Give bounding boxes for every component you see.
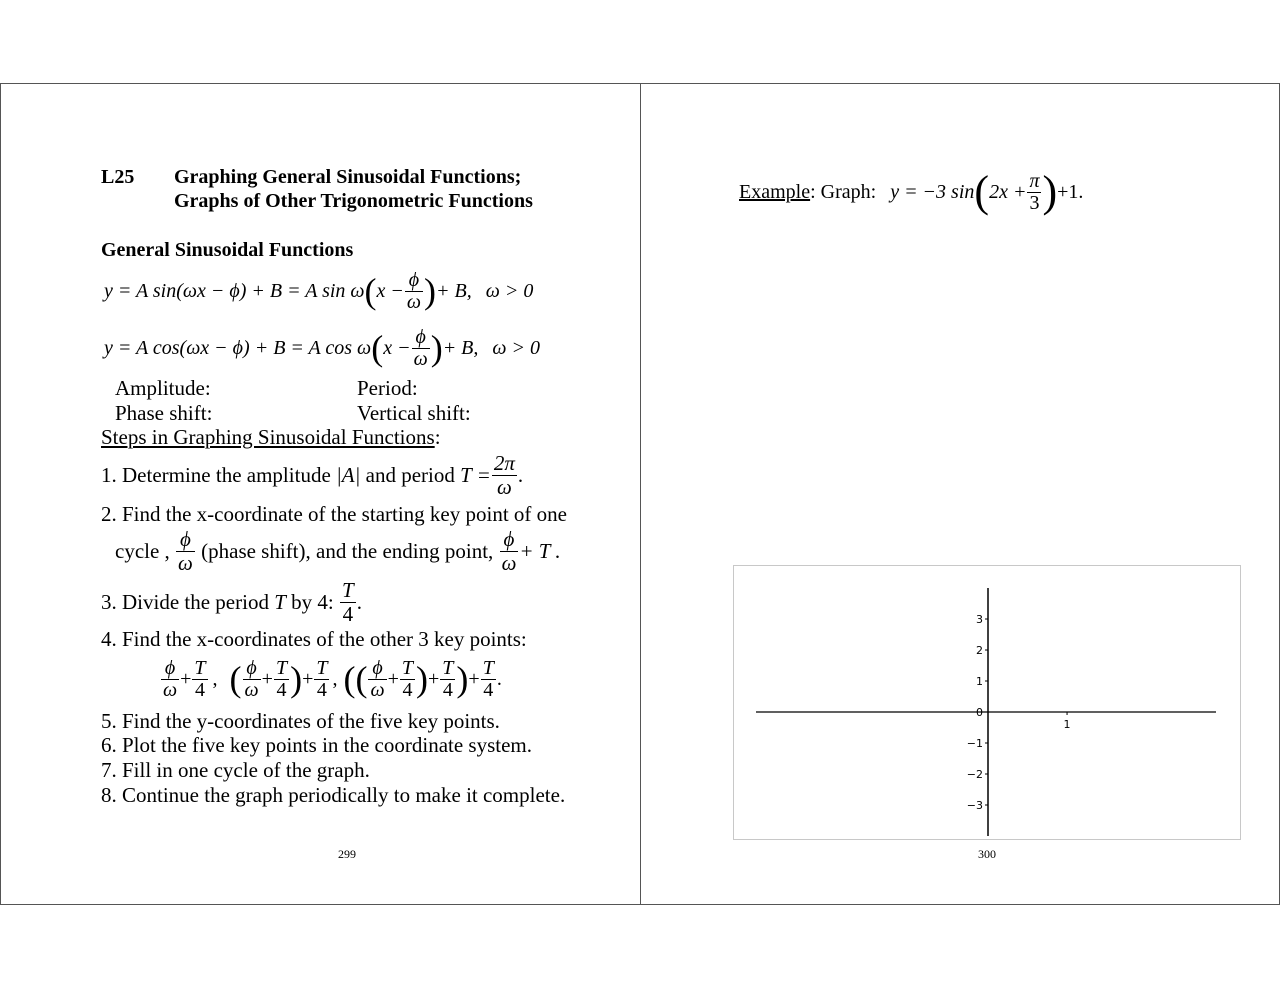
y-tick-label: 2	[976, 644, 983, 657]
step-1	[101, 449, 523, 501]
kp3-four-b: 4	[442, 678, 453, 701]
step-1-end: .	[517, 462, 524, 487]
example-equation	[739, 164, 1083, 220]
formula-cos-inner: x −	[383, 336, 411, 359]
steps-heading-text: Steps in Graphing Sinusoidal Functions	[101, 425, 435, 449]
formula-cos-rhs: + B,	[442, 336, 479, 359]
step-3-frac-den: 4	[342, 601, 354, 626]
step-2-phase-text: (phase shift), and the ending point,	[201, 538, 494, 563]
kp3-close-paren-outer: )	[456, 659, 469, 699]
formula-cos-fraction	[412, 327, 430, 370]
kp3-phi-omega	[368, 658, 386, 701]
kp3-close-paren-inner: )	[416, 659, 428, 699]
step-3-frac-num: T	[342, 578, 354, 603]
kp1-phi-omega	[161, 658, 179, 701]
kp2-comma: ,	[332, 667, 338, 690]
step-8: 8. Continue the graph periodically to make it complete.	[101, 783, 566, 807]
step-1-text: 1. Determine the amplitude	[101, 462, 331, 487]
equation-close-paren: )	[1042, 167, 1058, 216]
kp2-phi: ϕ	[243, 658, 261, 680]
step-1-frac-num: 2π	[493, 451, 515, 476]
kp3-t-b: T	[442, 656, 454, 679]
kp3-t-four-b	[440, 658, 455, 701]
step-3-by: by 4:	[291, 589, 334, 614]
formula-sin-close-paren: )	[424, 271, 437, 311]
step-1-mid: and period	[365, 462, 455, 487]
y-tick-label: 0	[976, 706, 983, 719]
page-number-right: 300	[978, 847, 996, 861]
equation-fraction	[1027, 171, 1041, 214]
kp3-four-c: 4	[483, 678, 494, 701]
kp2-four-b: 4	[316, 678, 327, 701]
formula-sin-inner: x −	[376, 279, 404, 302]
kp2-plus-a: +	[261, 667, 273, 690]
kp3-period-end: .	[496, 667, 502, 690]
kp3-omega: ω	[370, 678, 385, 701]
step-2-line2	[115, 525, 561, 577]
lesson-title-line2: Graphs of Other Trigonometric Functions	[174, 190, 533, 212]
step-2-plus-t: + T .	[519, 538, 561, 563]
formula-sin-fraction	[405, 270, 423, 313]
amplitude-label: Amplitude:	[115, 376, 211, 400]
kp3-phi: ϕ	[368, 658, 386, 680]
kp2-t-a: T	[275, 656, 288, 679]
step-4-text: 4. Find the x-coordinates of the other 3 key points:	[101, 627, 527, 651]
coordinate-graph	[733, 565, 1241, 840]
kp1-comma: ,	[212, 667, 218, 690]
x-tick-label: 1	[1063, 718, 1071, 731]
equation-open-paren: (	[974, 167, 990, 216]
kp1-phi: ϕ	[161, 658, 179, 680]
kp3-t-four-a	[400, 658, 415, 701]
graph-label: : Graph:	[810, 180, 877, 203]
kp1-omega: ω	[163, 678, 178, 701]
formula-sin-open-paren: (	[364, 271, 377, 311]
kp2-omega: ω	[244, 678, 259, 701]
kp1-t: T	[194, 656, 206, 679]
equation-frac-num: π	[1029, 169, 1040, 192]
y-tick-label: −3	[966, 799, 983, 812]
step-7: 7. Fill in one cycle of the graph.	[101, 758, 370, 782]
step-2-frac-a-num: ϕ	[176, 528, 195, 551]
lesson-number: L25	[101, 166, 135, 188]
page-number-left: 299	[338, 847, 356, 861]
equation-frac-den: 3	[1029, 191, 1040, 214]
period-label: Period:	[357, 376, 418, 400]
formula-sin-lhs: y = A sin(ωx − ϕ) + B = A sin ω	[104, 279, 365, 302]
formula-cos	[104, 321, 540, 375]
kp2-open-paren: (	[229, 659, 242, 699]
kp3-t-four-c	[481, 658, 496, 701]
kp2-plus-b: +	[302, 667, 314, 690]
formula-cos-frac-num: ϕ	[412, 327, 430, 349]
steps-heading	[101, 425, 441, 450]
kp2-t-four-b	[314, 658, 329, 701]
equation-lhs: y = −3 sin	[890, 180, 975, 203]
step-2-cycle: cycle ,	[115, 538, 170, 563]
kp3-plus-b: +	[428, 667, 440, 690]
kp2-phi-omega	[243, 658, 261, 701]
step-2-frac-b-den: ω	[501, 550, 517, 575]
equation-rhs: +1.	[1057, 180, 1084, 203]
kp3-open-paren-inner: (	[355, 659, 368, 699]
step-2-phase-fraction	[176, 528, 195, 573]
coordinate-axes-svg	[734, 566, 1240, 839]
kp1-t-four	[192, 658, 207, 701]
kp1-plus: +	[180, 667, 192, 690]
step-6: 6. Plot the five key points in the coordinate system.	[101, 733, 533, 757]
y-tick-label: 1	[976, 675, 983, 688]
step-3-text: 3. Divide the period	[101, 589, 269, 614]
step-5: 5. Find the y-coordinates of the five key points.	[101, 709, 500, 733]
formula-sin-rhs: + B,	[436, 279, 472, 302]
y-tick-label: −1	[966, 737, 983, 750]
section-heading: General Sinusoidal Functions	[101, 239, 354, 261]
formula-cos-condition: ω > 0	[492, 336, 541, 359]
kp3-open-paren-outer: (	[343, 659, 356, 699]
step-3-fraction	[340, 579, 356, 624]
formula-cos-frac-den: ω	[413, 347, 428, 370]
step-3	[101, 576, 362, 628]
step-4-keypoints	[160, 651, 502, 707]
formula-sin-frac-num: ϕ	[405, 270, 423, 292]
example-label: Example	[739, 180, 811, 203]
lesson-title-line1: Graphing General Sinusoidal Functions;	[174, 166, 522, 188]
formula-sin	[104, 264, 533, 318]
step-3-end: .	[356, 589, 362, 614]
formula-sin-frac-den: ω	[406, 290, 422, 313]
kp2-close-paren: )	[290, 659, 303, 699]
formula-cos-close-paren: )	[430, 328, 443, 368]
step-2-frac-b-num: ϕ	[500, 528, 519, 551]
step-3-t: T	[274, 589, 286, 614]
kp3-four-a: 4	[402, 678, 413, 701]
y-tick-label: −2	[966, 768, 983, 781]
y-tick-label: 3	[976, 613, 983, 626]
formula-cos-lhs: y = A cos(ωx − ϕ) + B = A cos ω	[104, 336, 372, 359]
kp3-plus-a: +	[387, 667, 399, 690]
step-1-period-fraction	[492, 452, 517, 497]
kp3-plus-c: +	[468, 667, 480, 690]
vertical-shift-label: Vertical shift:	[357, 401, 471, 425]
kp2-four-a: 4	[276, 678, 287, 701]
steps-heading-colon: :	[434, 425, 441, 449]
step-2-end-fraction	[500, 528, 519, 573]
kp3-t-a: T	[401, 656, 413, 679]
phase-shift-label: Phase shift:	[115, 401, 213, 425]
kp2-t-four-a	[274, 658, 289, 701]
step-2-line1: 2. Find the x-coordinate of the starting key point of one	[101, 502, 567, 526]
step-1-abs-a: |A|	[336, 462, 361, 487]
step-1-t-eq: T =	[460, 462, 491, 487]
equation-inner: 2x +	[989, 180, 1027, 203]
formula-cos-open-paren: (	[371, 328, 384, 368]
kp2-t-b: T	[316, 656, 328, 679]
formula-sin-condition: ω > 0	[485, 279, 534, 302]
step-2-frac-a-den: ω	[178, 550, 193, 575]
kp1-four: 4	[194, 678, 205, 701]
kp3-t-c: T	[482, 656, 494, 679]
step-1-frac-den: ω	[496, 474, 512, 499]
